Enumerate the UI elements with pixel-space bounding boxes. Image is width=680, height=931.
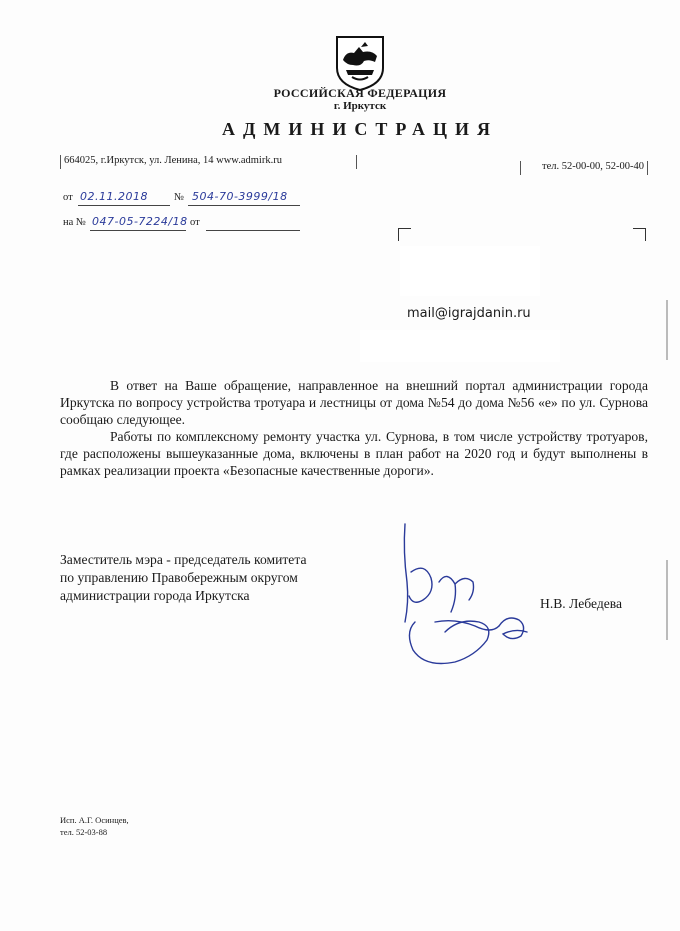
position-line-2: по управлению Правобережным округом (60, 570, 298, 585)
addressee-corner-right (633, 228, 646, 241)
handwritten-signature-icon (395, 522, 545, 682)
reply-from-label: от (190, 217, 200, 228)
letter-date: 02.11.2018 (80, 190, 148, 203)
signatory-name: Н.В. Лебедева (540, 596, 623, 611)
signatory-position (60, 551, 306, 605)
org-heading: АДМИНИСТРАЦИЯ (221, 119, 499, 139)
number-label: № (174, 192, 185, 203)
position-line-3: администрации города Иркутска (60, 588, 250, 603)
address-text: 664025, г.Иркутск, ул. Ленина, 14 www.admirk.ru (64, 155, 282, 166)
scan-edge-mark (666, 560, 668, 640)
position-line-1: Заместитель мэра - председатель комитета (60, 552, 307, 567)
addressee-corner-left (398, 228, 411, 241)
body-paragraph-2: Работы по комплексному ремонту участка ул. Сурнова, в том числе устройству тротуаров, где расположены вышеуказанные дома, включены в план работ на 2020 год и будут выполнены в рамках реализации проекта «Безопасные качественные дороги». (60, 429, 648, 478)
executor-name: Исп. А.Г. Осинцев, (60, 815, 129, 825)
body-paragraph-1: В ответ на Ваше обращение, направленное на внешний портал администрации города Иркутска по вопросу устройства тротуара и лестницы от дома №54 до дома №56 «е» по ул. Сурнова сообщаю следующее. (60, 378, 648, 427)
reply-label: на № (63, 217, 86, 228)
executor-phone: тел. 52-03-88 (60, 827, 108, 837)
letter-number: 504-70-3999/18 (192, 190, 288, 203)
redacted-addressee (400, 246, 540, 296)
address-line (60, 155, 648, 173)
recipient-email: mail@igrajdanin.ru (407, 306, 531, 321)
executor-info (60, 814, 129, 838)
letter-body (60, 377, 648, 479)
date-label: от (63, 192, 73, 203)
redacted-addressee-lower (360, 330, 560, 362)
phone-text: тел. 52-00-00, 52-00-40 (542, 161, 644, 172)
scan-edge-mark (666, 300, 668, 360)
country-heading: РОССИЙСКАЯ ФЕДЕРАЦИЯ (273, 86, 447, 100)
irkutsk-coat-of-arms-icon (334, 34, 386, 92)
reply-number: 047-05-7224/18 (92, 215, 188, 228)
city-heading: г. Иркутск (333, 100, 387, 112)
